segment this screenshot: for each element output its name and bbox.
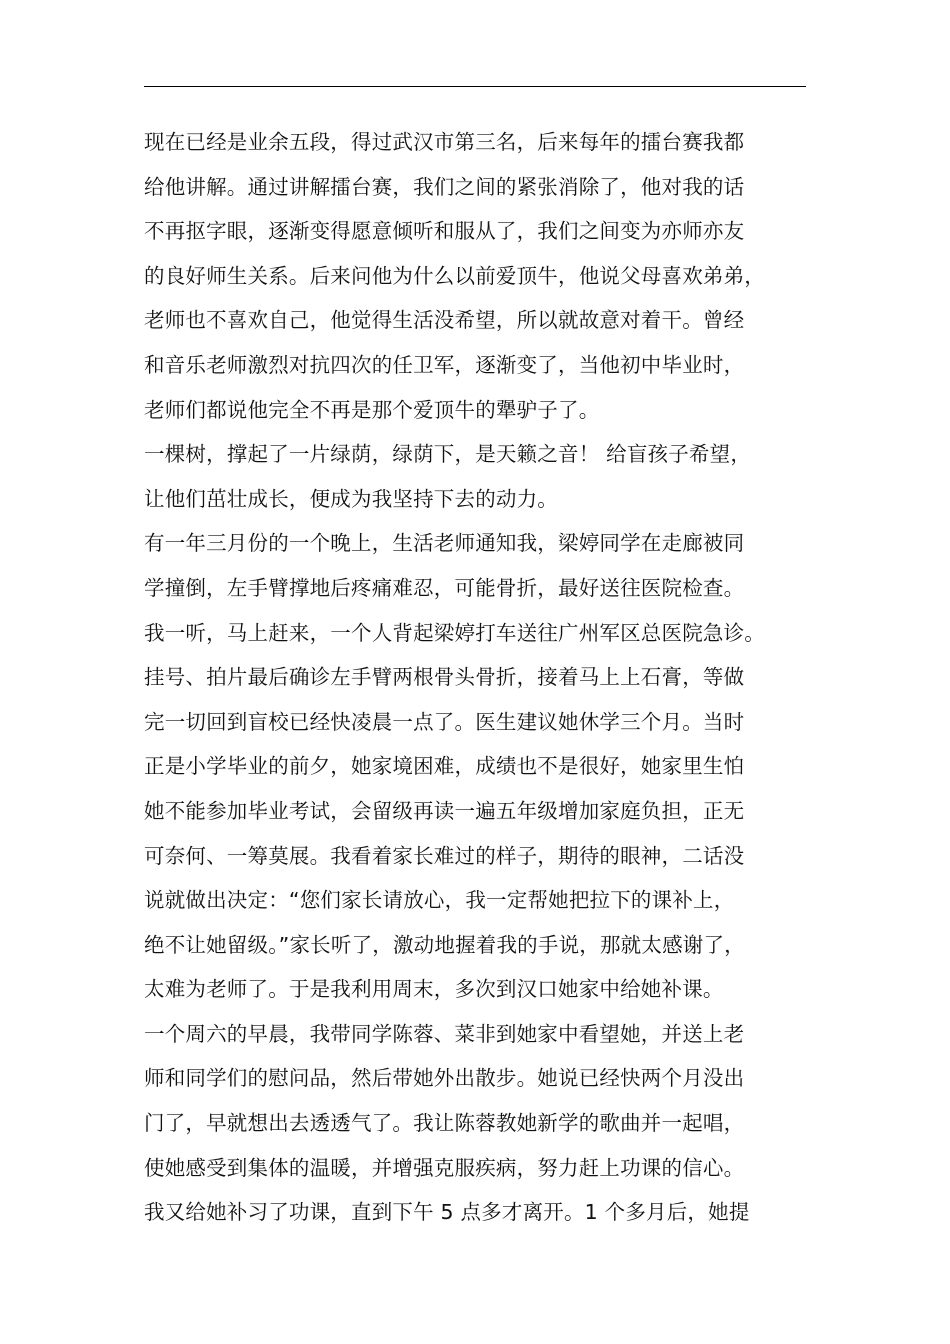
text-line: 不再抠字眼，逐渐变得愿意倾听和服从了，我们之间变为亦师亦友 [144,219,745,244]
text-line: 正是小学毕业的前夕，她家境困难，成绩也不是很好，她家里生怕 [144,754,745,779]
text-line: 让他们茁壮成长，便成为我坚持下去的动力。 [144,486,558,511]
text-line: 完一切回到盲校已经快凌晨一点了。医生建议她休学三个月。当时 [144,709,745,734]
text-line: 说就做出决定：“您们家长请放心，我一定帮她把拉下的课补上， [144,888,735,913]
body-text [144,120,834,1235]
text-line: 我又给她补习了功课，直到下午 5 点多才离开。1 个多月后，她提 [144,1200,750,1225]
text-line: 和音乐老师激烈对抗四次的任卫军，逐渐变了，当他初中毕业时， [144,352,745,377]
text-line: 老师们都说他完全不再是那个爱顶牛的犟驴子了。 [144,397,600,422]
text-line: 的良好师生关系。后来问他为什么以前爱顶牛，他说父母喜欢弟弟， [144,263,765,288]
text-line: 老师也不喜欢自己，他觉得生活没希望，所以就故意对着干。曾经 [144,308,745,333]
header-rule [144,86,806,87]
text-line: 门了，早就想出去透透气了。我让陈蓉教她新学的歌曲并一起唱， [144,1111,745,1136]
text-line: 太难为老师了。于是我利用周末，多次到汉口她家中给她补课。 [144,977,724,1002]
text-line: 她不能参加毕业考试，会留级再读一遍五年级增加家庭负担，正无 [144,798,745,823]
text-line: 现在已经是业余五段，得过武汉市第三名，后来每年的擂台赛我都 [144,130,745,154]
text-line: 师和同学们的慰问品，然后带她外出散步。她说已经快两个月没出 [144,1066,745,1091]
text-line: 一个周六的早晨，我带同学陈蓉、菜非到她家中看望她，并送上老 [144,1021,745,1046]
text-line: 绝不让她留级。”家长听了，激动地握着我的手说，那就太感谢了， [144,932,745,957]
text-line: 可奈何、一筹莫展。我看着家长难过的样子，期待的眼神，二话没 [144,843,745,868]
text-line: 挂号、拍片最后确诊左手臂两根骨头骨折，接着马上上石膏，等做 [144,665,745,690]
text-line: 一棵树，撑起了一片绿荫，绿荫下，是天籁之音！ 给盲孩子希望， [144,442,752,467]
text-line: 给他讲解。通过讲解擂台赛，我们之间的紧张消除了，他对我的话 [144,174,745,199]
text-line: 使她感受到集体的温暖，并增强克服疾病，努力赶上功课的信心。 [144,1155,745,1180]
text-line: 学撞倒，左手臂撑地后疼痛难忍，可能骨折，最好送往医院检查。 [144,575,745,600]
text-line: 我一听，马上赶来，一个人背起梁婷打车送往广州军区总医院急诊。 [144,620,765,645]
text-line: 有一年三月份的一个晚上，生活老师通知我，梁婷同学在走廊被同 [144,531,745,556]
